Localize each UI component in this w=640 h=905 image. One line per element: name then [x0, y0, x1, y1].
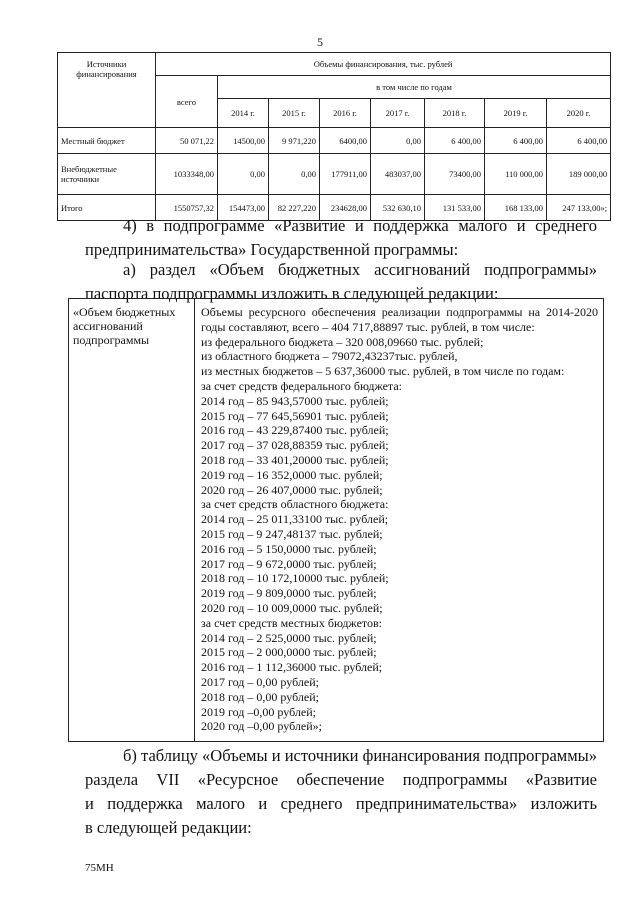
row-value: 168 133,00 [485, 195, 547, 221]
passport-line: 2019 год – 16 352,0000 тыс. рублей; [201, 467, 383, 482]
text-line: раздела VII «Ресурсное обеспечение подпрограммы «Развитие [85, 770, 597, 789]
text-line: в следующей редакции: [85, 818, 252, 837]
passport-line: за счет средств областного бюджета: [201, 497, 389, 512]
passport-line: 2017 год – 37 028,88359 тыс. рублей; [201, 438, 389, 453]
row-value: 6 400,00 [547, 128, 611, 154]
passport-line: 2014 год – 2 525,0000 тыс. рублей; [201, 630, 377, 645]
passport-line: 2014 год – 25 011,33100 тыс. рублей; [201, 512, 389, 527]
passport-line: 2018 год – 0,00 рублей; [201, 689, 319, 704]
passport-line: 2018 год – 10 172,10000 тыс. рублей; [201, 571, 389, 586]
text-line: и поддержка малого и среднего предпринимательства» изложить [85, 794, 597, 813]
passport-line: 2018 год – 33 401,20000 тыс. рублей; [201, 452, 389, 467]
header-sources: Источники финансирования [58, 53, 156, 128]
passport-line: за счет средств местных бюджетов: [201, 615, 382, 630]
footer-code: 75МН [85, 862, 114, 874]
row-value: 82 227,220 [269, 195, 320, 221]
table-row [58, 154, 611, 195]
passport-line: Объемы ресурсного обеспечения реализации подпрограммы на 2014-2020 годы составляют, всего – 404 717,88897 тыс. рублей, в том числе: [201, 305, 598, 334]
passport-content [195, 299, 603, 741]
row-value: 247 133,00»; [547, 195, 611, 221]
passport-line: 2014 год – 85 943,57000 тыс. рублей; [201, 393, 389, 408]
year-cell: 2018 г. [425, 99, 485, 128]
year-cell: 2016 г. [320, 99, 371, 128]
row-value: 234628,00 [320, 195, 371, 221]
passport-line: 2015 год – 77 645,56901 тыс. рублей; [201, 408, 389, 423]
passport-line: 2017 год – 9 672,0000 тыс. рублей; [201, 556, 377, 571]
row-value: 154473,00 [218, 195, 269, 221]
row-value: 177911,00 [320, 154, 371, 195]
row-value: 0,00 [218, 154, 269, 195]
row-value: 189 000,00 [547, 154, 611, 195]
row-value: 110 000,00 [485, 154, 547, 195]
table-row [58, 128, 611, 154]
text-line: предпринимательства» Государственной программы: [85, 240, 459, 259]
row-value: 73400,00 [425, 154, 485, 195]
text-line: 4) в подпрограмме «Развитие и поддержка малого и среднего [123, 216, 597, 235]
row-label: Итого [58, 195, 156, 221]
passport-line: 2019 год – 9 809,0000 тыс. рублей; [201, 586, 377, 601]
row-label: Местный бюджет [58, 128, 156, 154]
row-value: 483037,00 [371, 154, 425, 195]
item-4-paragraph [85, 214, 597, 262]
text-line: б) таблицу «Объемы и источники финансирования подпрограммы» [123, 746, 597, 765]
page-number: 5 [317, 35, 323, 49]
row-value: 6400,00 [320, 128, 371, 154]
year-cell: 2014 г. [218, 99, 269, 128]
row-value: 0,00 [269, 154, 320, 195]
passport-line: 2019 год –0,00 рублей; [201, 704, 316, 719]
passport-line: 2015 год – 2 000,0000 тыс. рублей; [201, 645, 377, 660]
passport-line: из федерального бюджета – 320 008,09660 тыс. рублей; [201, 334, 484, 349]
passport-line: 2015 год – 9 247,48137 тыс. рублей; [201, 526, 383, 541]
text-line: а) раздел «Объем бюджетных ассигнований подпрограммы» [123, 260, 597, 279]
passport-line: 2017 год – 0,00 рублей; [201, 674, 319, 689]
year-cell: 2019 г. [485, 99, 547, 128]
header-volumes: Объемы финансирования, тыс. рублей [156, 53, 611, 76]
passport-line: за счет средств федерального бюджета: [201, 378, 402, 393]
passport-line: 2016 год – 5 150,0000 тыс. рублей; [201, 541, 377, 556]
row-value: 131 533,00 [425, 195, 485, 221]
row-value: 0,00 [371, 128, 425, 154]
row-label: Внебюджетные источники [58, 154, 156, 195]
row-value: 6 400,00 [485, 128, 547, 154]
passport-line: 2020 год – 10 009,0000 тыс. рублей; [201, 600, 383, 615]
passport-block [68, 298, 604, 742]
year-cell: 2017 г. [371, 99, 425, 128]
passport-line: 2020 год – 26 407,0000 тыс. рублей; [201, 482, 383, 497]
row-total: 1550757,32 [156, 195, 218, 221]
passport-line: 2020 год –0,00 рублей»; [201, 719, 322, 734]
year-cell: 2015 г. [269, 99, 320, 128]
header-by-years: в том числе по годам [218, 76, 611, 99]
item-b-paragraph [85, 744, 597, 840]
row-value: 6 400,00 [425, 128, 485, 154]
row-value: 9 971,220 [269, 128, 320, 154]
passport-label: «Объем бюджетных ассигнований подпрограммы [69, 299, 195, 741]
row-value: 14500,00 [218, 128, 269, 154]
row-total: 1033348,00 [156, 154, 218, 195]
passport-line: 2016 год – 1 112,36000 тыс. рублей; [201, 660, 383, 675]
row-total: 50 071,22 [156, 128, 218, 154]
passport-line: из областного бюджета – 79072,43237тыс. рублей, [201, 349, 458, 364]
year-cell: 2020 г. [547, 99, 611, 128]
row-value: 532 630,10 [371, 195, 425, 221]
header-total: всего [156, 76, 218, 128]
text-line: паспорта подпрограммы изложить в следующей редакции: [85, 284, 499, 303]
passport-line: 2016 год – 43 229,87400 тыс. рублей; [201, 423, 389, 438]
passport-line: из местных бюджетов – 5 637,36000 тыс. рублей, в том числе по годам: [201, 364, 565, 379]
financing-table [57, 52, 611, 221]
